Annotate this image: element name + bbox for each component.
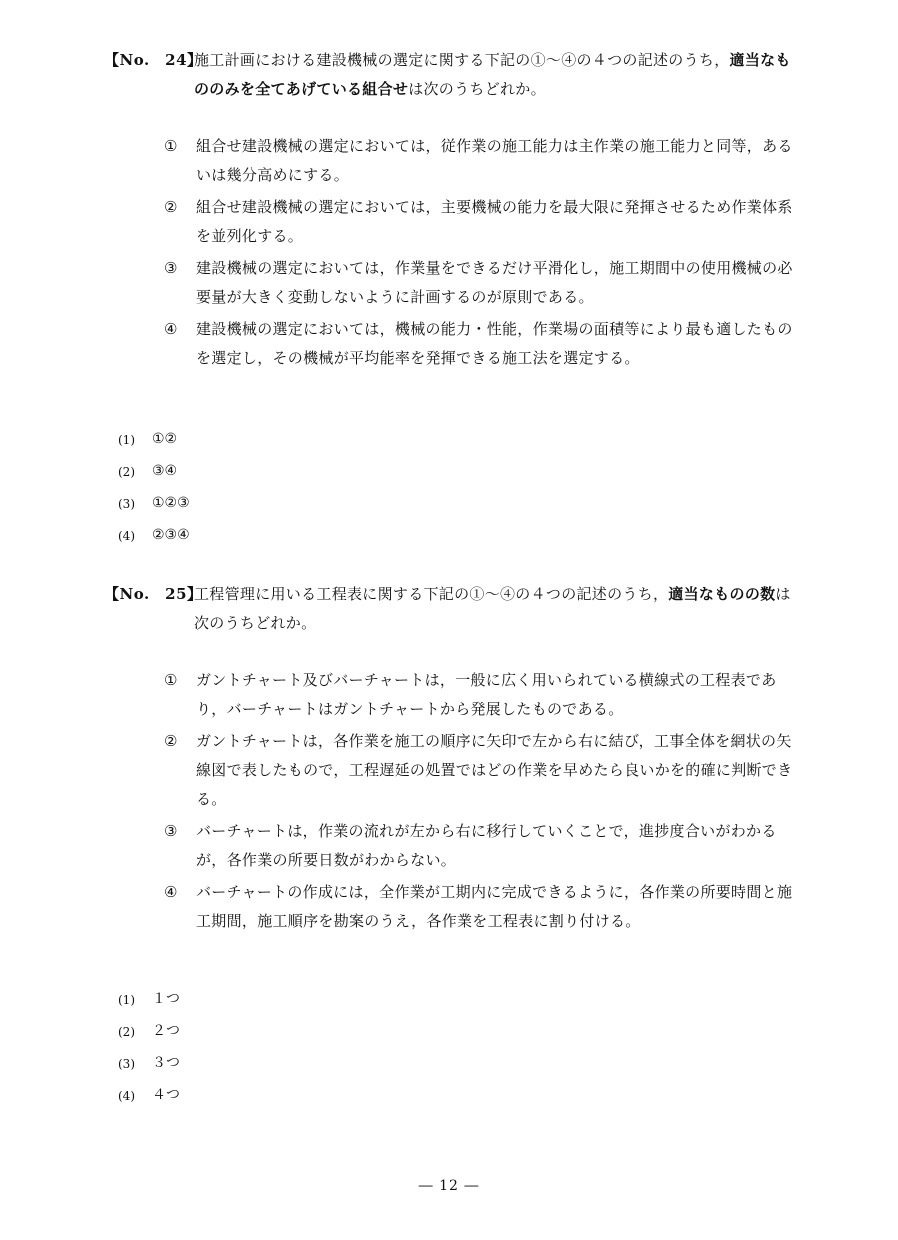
- statement: [160, 727, 804, 814]
- question-emphasis: 適当なものの数: [668, 585, 776, 603]
- statement-number: ④: [164, 320, 178, 338]
- statement-text: 組合せ建設機械の選定においては，従作業の施工能力は主作業の施工能力と同等，あるいは幾分高めにする。: [196, 137, 793, 184]
- choice-text: ４つ: [152, 1087, 180, 1103]
- statement: [160, 666, 804, 724]
- statement-number: ②: [164, 732, 178, 750]
- statement-number: ①: [164, 137, 178, 155]
- choice-number: (4): [118, 529, 135, 543]
- statement-text: ガントチャートは，各作業を施工の順序に矢印で左から右に結び，工事全体を網状の矢線図で表したもので，工程遅延の処置ではどの作業を早めたら良いかを的確に判断できる。: [196, 732, 793, 808]
- choice-number: (1): [118, 993, 135, 1007]
- statement: [160, 132, 804, 190]
- choice-text: ②③④: [152, 527, 190, 543]
- statement: [160, 878, 804, 936]
- answer-choice[interactable]: [118, 1054, 180, 1086]
- choice-text: ①②: [152, 431, 178, 447]
- question-text: 施工計画における建設機械の選定に関する下記の①～④の４つの記述のうち，適当なもののみを全てあげている組合せは次のうちどれか。: [194, 51, 791, 98]
- statement-text: バーチャートの作成には，全作業が工期内に完成できるように，各作業の所要時間と施工期間，施工順序を勘案のうえ，各作業を工程表に割り付ける。: [196, 883, 793, 930]
- question-text: 工程管理に用いる工程表に関する下記の①～④の４つの記述のうち，適当なものの数は次のうちどれか。: [194, 585, 791, 632]
- question-24: [104, 46, 804, 376]
- statement-text: 組合せ建設機械の選定においては，主要機械の能力を最大限に発揮させるため作業体系を並列化する。: [196, 198, 793, 245]
- statement-number: ①: [164, 671, 178, 689]
- question-25-header: [104, 580, 804, 638]
- question-number: 【No. 25】: [104, 585, 203, 603]
- statement-number: ③: [164, 259, 178, 277]
- question-emphasis: 適当なもののみを全てあげている組合せ: [194, 51, 791, 98]
- choice-text: ３つ: [152, 1055, 180, 1071]
- answer-choice[interactable]: [118, 990, 180, 1022]
- choice-number: (3): [118, 1057, 135, 1071]
- choice-text: ①②③: [152, 495, 190, 511]
- statement-list: [160, 132, 804, 373]
- choice-number: (4): [118, 1089, 135, 1103]
- question-25: [104, 580, 804, 939]
- answer-choice[interactable]: [118, 526, 190, 558]
- statement-text: バーチャートは，作業の流れが左から右に移行していくことで，進捗度合いがわかるが，各作業の所要日数がわからない。: [196, 822, 777, 869]
- statement-number: ③: [164, 822, 178, 840]
- choice-text: ２つ: [152, 1023, 180, 1039]
- choice-number: (3): [118, 497, 135, 511]
- choice-number: (2): [118, 465, 135, 479]
- choice-number: (2): [118, 1025, 135, 1039]
- statement-number: ②: [164, 198, 178, 216]
- statement-text: ガントチャート及びバーチャートは，一般に広く用いられている横線式の工程表であり，バーチャートはガントチャートから発展したものである。: [196, 671, 777, 718]
- statement: [160, 254, 804, 312]
- answer-choice[interactable]: [118, 1086, 180, 1118]
- answer-choices-25: [118, 990, 180, 1118]
- statement: [160, 315, 804, 373]
- statement-text: 建設機械の選定においては，作業量をできるだけ平滑化し，施工期間中の使用機械の必要量が大きく変動しないように計画するのが原則である。: [196, 259, 793, 306]
- answer-choice[interactable]: [118, 494, 190, 526]
- statement: [160, 193, 804, 251]
- statement-number: ④: [164, 883, 178, 901]
- answer-choice[interactable]: [118, 430, 190, 462]
- answer-choice[interactable]: [118, 462, 190, 494]
- statement-text: 建設機械の選定においては，機械の能力・性能，作業場の面積等により最も適したものを選定し，その機械が平均能率を発揮できる施工法を選定する。: [196, 320, 793, 367]
- statement-list: [160, 666, 804, 936]
- question-number: 【No. 24】: [104, 51, 203, 69]
- page-number: ― 12 ―: [418, 1178, 480, 1194]
- statement: [160, 817, 804, 875]
- choice-number: (1): [118, 433, 135, 447]
- choice-text: ③④: [152, 463, 178, 479]
- question-24-header: [104, 46, 804, 104]
- answer-choice[interactable]: [118, 1022, 180, 1054]
- choice-text: １つ: [152, 991, 180, 1007]
- answer-choices-24: [118, 430, 190, 558]
